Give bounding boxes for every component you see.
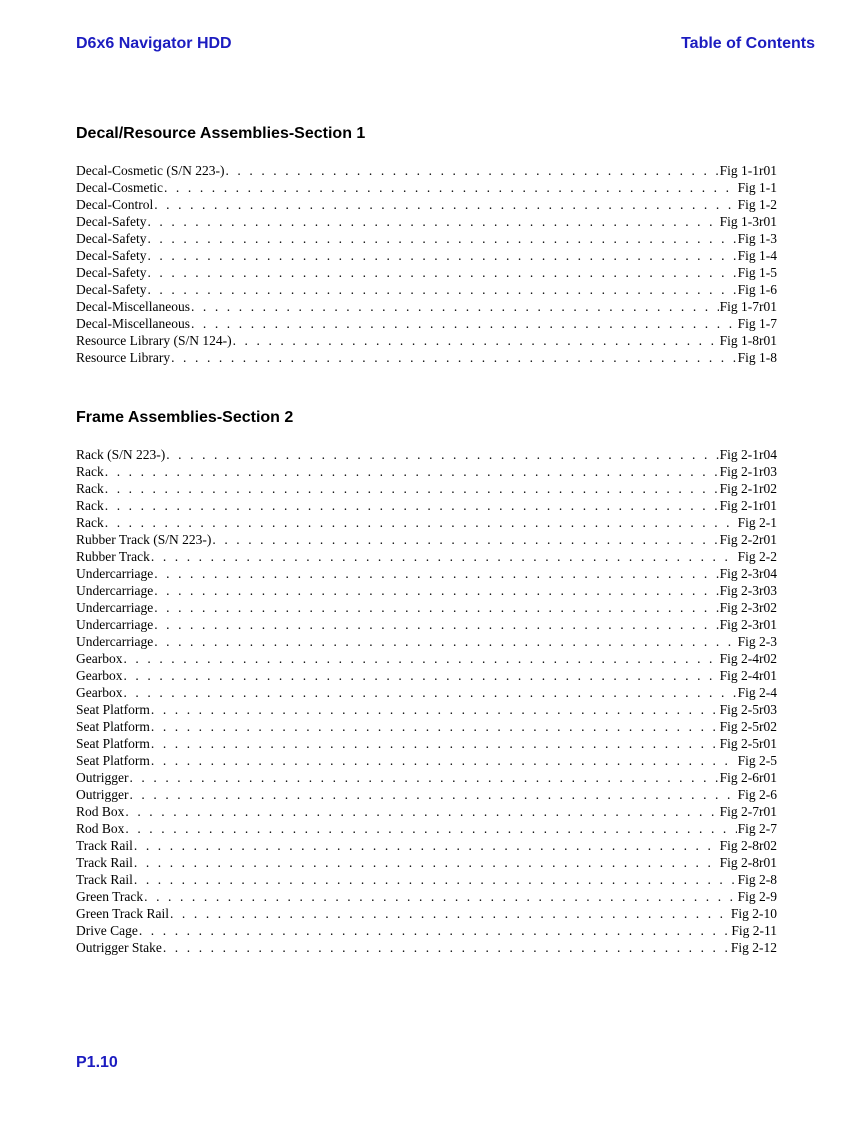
- dot-leader: [170, 905, 730, 922]
- toc-entry[interactable]: [76, 196, 777, 213]
- toc-entry-page: Fig 2-4r01: [719, 668, 777, 683]
- toc-entry-label: Rubber Track (S/N 223-): [76, 532, 212, 547]
- toc-entry-page: Fig 2-4r02: [719, 651, 777, 666]
- toc-entry[interactable]: [76, 735, 777, 752]
- dot-leader: [151, 752, 737, 769]
- toc-entry-label: Decal-Miscellaneous: [76, 299, 190, 314]
- dot-leader: [191, 315, 737, 332]
- toc-entry-label: Rod Box: [76, 821, 125, 836]
- dot-leader: [171, 349, 737, 366]
- dot-leader: [105, 497, 719, 514]
- toc-entry-page: Fig 2-3r03: [719, 583, 777, 598]
- toc-entry-page: Fig 2-2r01: [719, 532, 777, 547]
- toc-section-2: [76, 407, 777, 956]
- toc-entry[interactable]: [76, 684, 777, 701]
- toc-entry-page: Fig 2-3: [737, 634, 777, 649]
- toc-entry-label: Gearbox: [76, 668, 123, 683]
- toc-entry-label: Track Rail: [76, 872, 133, 887]
- toc-list: [76, 162, 777, 366]
- toc-entry-page: Fig 2-4: [737, 685, 777, 700]
- toc-entry[interactable]: [76, 939, 777, 956]
- toc-entry-label: Decal-Miscellaneous: [76, 316, 190, 331]
- toc-entry-page: Fig 2-1r02: [719, 481, 777, 496]
- dot-leader: [147, 247, 736, 264]
- toc-entry-label: Seat Platform: [76, 736, 150, 751]
- toc-entry-label: Green Track Rail: [76, 906, 169, 921]
- toc-entry-label: Undercarriage: [76, 583, 154, 598]
- toc-entry-page: Fig 2-5r01: [719, 736, 777, 751]
- toc-entry-label: Drive Cage: [76, 923, 138, 938]
- dot-leader: [163, 939, 730, 956]
- dot-leader: [154, 582, 718, 599]
- toc-entry-label: Decal-Safety: [76, 214, 147, 229]
- dot-leader: [154, 565, 718, 582]
- toc-entry[interactable]: [76, 650, 777, 667]
- dot-leader: [233, 332, 719, 349]
- toc-entry[interactable]: [76, 298, 777, 315]
- toc-entry-page: Fig 2-1r03: [719, 464, 777, 479]
- toc-entry[interactable]: [76, 548, 777, 565]
- toc-entry-page: Fig 2-10: [730, 906, 777, 921]
- dot-leader: [154, 196, 736, 213]
- dot-leader: [151, 735, 719, 752]
- toc-entry-label: Rack: [76, 464, 104, 479]
- toc-entry[interactable]: [76, 514, 777, 531]
- toc-entry-label: Outrigger Stake: [76, 940, 162, 955]
- toc-entry-page: Fig 2-6r01: [719, 770, 777, 785]
- dot-leader: [105, 514, 737, 531]
- toc-entry[interactable]: [76, 162, 777, 179]
- document-title: D6x6 Navigator HDD: [76, 35, 232, 52]
- toc-entry-page: Fig 2-3r04: [719, 566, 777, 581]
- toc-section-1: [76, 123, 777, 366]
- dot-leader: [151, 701, 719, 718]
- toc-entry[interactable]: [76, 837, 777, 854]
- dot-leader: [144, 888, 736, 905]
- toc-entry-page: Fig 2-3r01: [719, 617, 777, 632]
- toc-entry-label: Rack (S/N 223-): [76, 447, 166, 462]
- toc-entry[interactable]: [76, 531, 777, 548]
- toc-entry-page: Fig 2-6: [737, 787, 777, 802]
- toc-entry-label: Resource Library (S/N 124-): [76, 333, 232, 348]
- toc-entry[interactable]: [76, 315, 777, 332]
- toc-entry-page: Fig 2-7r01: [719, 804, 777, 819]
- dot-leader: [134, 871, 737, 888]
- header-section-title: Table of Contents: [681, 35, 815, 52]
- toc-entry-page: Fig 1-3r01: [719, 214, 777, 229]
- dot-leader: [105, 463, 719, 480]
- section-title: Frame Assemblies-Section 2: [76, 409, 294, 426]
- toc-entry[interactable]: [76, 803, 777, 820]
- toc-entry-page: Fig 2-5: [737, 753, 777, 768]
- toc-entry[interactable]: [76, 599, 777, 616]
- toc-entry[interactable]: [76, 497, 777, 514]
- toc-entry-label: Gearbox: [76, 685, 123, 700]
- toc-entry-label: Rack: [76, 498, 104, 513]
- toc-entry-page: Fig 2-1: [737, 515, 777, 530]
- toc-entry[interactable]: [76, 264, 777, 281]
- toc-entry[interactable]: [76, 349, 777, 366]
- toc-entry-label: Decal-Safety: [76, 265, 147, 280]
- toc-entry-label: Seat Platform: [76, 702, 150, 717]
- toc-entry-page: Fig 2-5r02: [719, 719, 777, 734]
- toc-list: [76, 446, 777, 956]
- toc-entry[interactable]: [76, 786, 777, 803]
- toc-entry[interactable]: [76, 752, 777, 769]
- toc-entry-page: Fig 2-1r04: [719, 447, 777, 462]
- toc-entry[interactable]: [76, 179, 777, 196]
- toc-entry[interactable]: [76, 820, 777, 837]
- toc-entry-page: Fig 2-5r03: [719, 702, 777, 717]
- toc-entry[interactable]: [76, 769, 777, 786]
- toc-entry-label: Rod Box: [76, 804, 125, 819]
- toc-entry-page: Fig 2-8: [737, 872, 777, 887]
- toc-entry[interactable]: [76, 463, 777, 480]
- toc-entry-label: Track Rail: [76, 855, 133, 870]
- dot-leader: [123, 684, 736, 701]
- dot-leader: [154, 633, 736, 650]
- dot-leader: [151, 718, 719, 735]
- dot-leader: [154, 616, 718, 633]
- page-number: P1.10: [76, 1054, 118, 1071]
- toc-entry-page: Fig 2-12: [730, 940, 777, 955]
- dot-leader: [123, 650, 718, 667]
- toc-entry[interactable]: [76, 871, 777, 888]
- dot-leader: [134, 854, 719, 871]
- dot-leader: [166, 446, 718, 463]
- toc-entry-label: Undercarriage: [76, 600, 154, 615]
- toc-entry[interactable]: [76, 332, 777, 349]
- toc-entry-label: Decal-Safety: [76, 231, 147, 246]
- toc-entry-page: Fig 2-8r01: [719, 855, 777, 870]
- dot-leader: [123, 667, 718, 684]
- toc-entry-page: Fig 1-7: [737, 316, 777, 331]
- dot-leader: [147, 230, 736, 247]
- toc-entry-label: Decal-Cosmetic: [76, 180, 163, 195]
- toc-entry-label: Rack: [76, 481, 104, 496]
- toc-entry-page: Fig 2-7: [737, 821, 777, 836]
- toc-entry[interactable]: [76, 446, 777, 463]
- toc-entry-label: Green Track: [76, 889, 144, 904]
- toc-entry-page: Fig 1-2: [737, 197, 777, 212]
- toc-entry[interactable]: [76, 582, 777, 599]
- toc-entry[interactable]: [76, 480, 777, 497]
- dot-leader: [154, 599, 718, 616]
- toc-entry[interactable]: [76, 854, 777, 871]
- dot-leader: [129, 786, 736, 803]
- toc-entry-label: Outrigger: [76, 787, 129, 802]
- toc-entry-page: Fig 1-8r01: [719, 333, 777, 348]
- toc-entry-label: Decal-Control: [76, 197, 154, 212]
- toc-entry-label: Seat Platform: [76, 719, 150, 734]
- toc-entry-label: Decal-Cosmetic (S/N 223-): [76, 163, 225, 178]
- dot-leader: [151, 548, 737, 565]
- toc-entry-label: Resource Library: [76, 350, 171, 365]
- dot-leader: [191, 298, 719, 315]
- toc-entry-label: Decal-Safety: [76, 248, 147, 263]
- dot-leader: [105, 480, 719, 497]
- dot-leader: [212, 531, 718, 548]
- toc-entry-label: Undercarriage: [76, 634, 154, 649]
- dot-leader: [225, 162, 718, 179]
- toc-entry-page: Fig 1-8: [737, 350, 777, 365]
- toc-entry-label: Undercarriage: [76, 566, 154, 581]
- dot-leader: [125, 820, 736, 837]
- dot-leader: [147, 281, 736, 298]
- toc-entry-label: Decal-Safety: [76, 282, 147, 297]
- dot-leader: [129, 769, 718, 786]
- toc-entry-label: Undercarriage: [76, 617, 154, 632]
- toc-entry[interactable]: [76, 230, 777, 247]
- toc-entry-page: Fig 1-1r01: [719, 163, 777, 178]
- toc-entry[interactable]: [76, 667, 777, 684]
- dot-leader: [164, 179, 737, 196]
- toc-entry-page: Fig 1-1: [737, 180, 777, 195]
- toc-entry-page: Fig 1-4: [737, 248, 777, 263]
- toc-entry-page: Fig 2-9: [737, 889, 777, 904]
- toc-entry[interactable]: [76, 213, 777, 230]
- toc-entry-page: Fig 2-1r01: [719, 498, 777, 513]
- dot-leader: [139, 922, 731, 939]
- toc-entry-page: Fig 2-3r02: [719, 600, 777, 615]
- toc-entry[interactable]: [76, 565, 777, 582]
- toc-entry-label: Rack: [76, 515, 104, 530]
- toc-entry[interactable]: [76, 247, 777, 264]
- section-title: Decal/Resource Assemblies-Section 1: [76, 125, 366, 142]
- toc-entry[interactable]: [76, 888, 777, 905]
- dot-leader: [134, 837, 719, 854]
- toc-entry-page: Fig 2-2: [737, 549, 777, 564]
- toc-entry-label: Rubber Track: [76, 549, 150, 564]
- toc-entry-page: Fig 1-6: [737, 282, 777, 297]
- toc-entry[interactable]: [76, 633, 777, 650]
- toc-entry[interactable]: [76, 616, 777, 633]
- toc-entry-page: Fig 2-8r02: [719, 838, 777, 853]
- toc-entry-label: Seat Platform: [76, 753, 150, 768]
- toc-entry-page: Fig 1-3: [737, 231, 777, 246]
- toc-entry-label: Track Rail: [76, 838, 133, 853]
- toc-entry[interactable]: [76, 905, 777, 922]
- toc-entry[interactable]: [76, 281, 777, 298]
- toc-entry[interactable]: [76, 922, 777, 939]
- dot-leader: [125, 803, 718, 820]
- toc-entry-page: Fig 1-7r01: [719, 299, 777, 314]
- toc-entry[interactable]: [76, 701, 777, 718]
- toc-entry-label: Outrigger: [76, 770, 129, 785]
- toc-entry-label: Gearbox: [76, 651, 123, 666]
- dot-leader: [147, 264, 736, 281]
- toc-entry-page: Fig 1-5: [737, 265, 777, 280]
- toc-entry[interactable]: [76, 718, 777, 735]
- dot-leader: [147, 213, 718, 230]
- toc-entry-page: Fig 2-11: [731, 923, 777, 938]
